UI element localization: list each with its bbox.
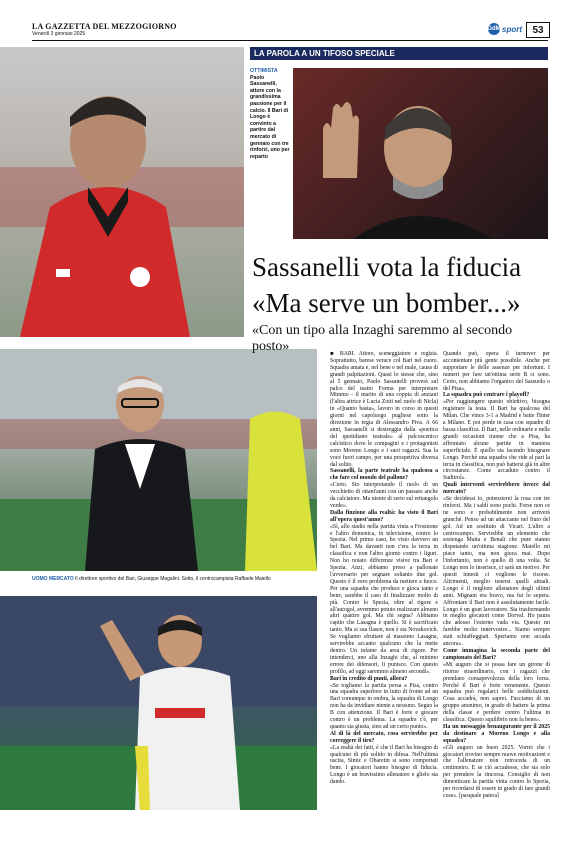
photo-caption bbox=[250, 68, 290, 160]
headline-line2: «Ma serve un bomber...» bbox=[252, 288, 521, 318]
headline-line1: Sassanelli vota la fiducia bbox=[252, 252, 522, 282]
interview-question: La squadra può centrare i playoff? bbox=[443, 392, 530, 399]
article-column-1 bbox=[330, 351, 438, 786]
header-rule bbox=[32, 40, 548, 41]
sport-logo bbox=[488, 22, 522, 36]
article-paragraph: «Se togliamo la partita persa a Pisa, contro una squadra superiore in tutto di fronte ad un Bari comunque in ombra, la squadra di Longo non ha da invidiare niente a nessuno. Seguo la B con attenzione. Il Bari è forte e giocare contro è un problema. La squadra c'è, per quanto sia giusta, sino ad un certo punto». bbox=[330, 682, 438, 730]
article-paragraph: «Per raggiungere questo obiettivo, bisogna registrare la testa. Il Bari ha qualcosa del Milan. Che vince 3-1 a Madrid e batte l'Inter a Milano. E poi perde in casa con squadre di bassa classifica. Il Bari, nelle ordinarie e nelle grandi occasioni tranne che a Pisa, ha affrontato alcune partite in maniera superficiale. È quello sta facendo bisognare Longo. Perché una squadra che ride al pari la terza in classifica, non può battersi già in altre circostanze. Come accaduto contro il Sudtirol». bbox=[443, 399, 550, 482]
director-illustration bbox=[0, 349, 317, 571]
coach-photo bbox=[0, 47, 244, 337]
issue-date: Venerdì 3 gennaio 2025 bbox=[32, 31, 86, 37]
player-illustration bbox=[0, 596, 317, 810]
interview-question: Quali interventi servirebbero invece dal mercato? bbox=[443, 482, 550, 496]
caption-kicker: OTTIMISTA bbox=[250, 68, 278, 74]
article-paragraph: «Sì, allo stadio nella partita vinta a Frosinone e l'altro domenica, in televisione, contro lo Spezia. Nel primo caso, ho visto davvero un bel Bari. Ma davanti non c'era la terza in classifica e non l'altro giorno contro i liguri. Non ho notato differenze visive tra Bari e Spezia. Anzi, abbiamo preso a pallonate l'avversario per segnare soltanto due gol. Questo è il vero problema da mettere a fuoco. Per una squadra che produce e gioca tanto e bene, sarebbe il caso di finalizzare molto di più. Contro lo Spezia, oltre al rigore e all'autogol, avremmo potuto realizzare almeno altri quattro gol. Ma chi segna? Abbiamo capito che Lasagna è quello. Si è sacrificato tanto. Ma si sua flasen, non è sta Novakovich. Se vogliamo sfruttare al massimo Lasagna, servirebbe accanto qualcuno che la mette dentro. Un infame da area di rigore. Per intenderci, uno alla Inzaghi che, al minimo errore dei difensori, li punisce. Con questo profilo, ad oggi saremmo almeno secondi». bbox=[330, 523, 438, 675]
page-number: 53 bbox=[526, 22, 550, 38]
interview-question: Bari in credito di punti, allora? bbox=[330, 675, 408, 682]
interview-question: Sassanelli, la parte teatrale ha qualcosa a che fare col mondo del pallone? bbox=[330, 468, 438, 482]
article-paragraph: ■ BARI. Attore, sceneggiatore e regista. Soprattutto, barese verace col Bari nel cuore. Squadra amata e, nel bene e nel male, causa di grandi palpitazioni. Quasi lo stesse che, sino al 5 gennaio, Paolo Sassanelli proverà sul palco del teatro Forma per interpretare Mimmo - il marito di una coppia di anziani (l'altra attrice è Lucia Zotti nel ruolo di Nicla) in «Quanto basta», lavoro in corso in questi giorni nel capoluogo pugliese sotto la direzione in regia di Alessandro Piva. A 66 anni, Sassanelli si destreggia dalla «poetica del quotidiano teatrale» al palcoscenico calcistico dove le compagini e i protagonisti sono Moreno Longo e i suoi ragazzi. Sua la voce fuori campo, per una prospettiva diversa dal solito. bbox=[330, 351, 438, 468]
interview-question: Ha un messaggio benaugurante per il 2025 da destinare a Moreno Longo e alla squadra? bbox=[443, 723, 550, 744]
article-paragraph: «La realtà dei fatti, è che il Bari ha bisogno di qualcuno di più solido in difesa. Nell'ultima uscita, Simic e Obaretin si sono comportati bene. I giocatori hanno bisogno di fiducia. Longo è un bravissimo allenatore e glielo sta dando. bbox=[330, 744, 438, 786]
actor-illustration bbox=[293, 68, 548, 239]
section-banner: LA PAROLA A UN TIFOSO SPECIALE bbox=[250, 47, 548, 60]
actor-photo bbox=[293, 68, 548, 239]
interview-question: Al di là del mercato, cosa servirebbe per correggere il tiro? bbox=[330, 730, 438, 744]
caption-text: Paolo Sassanelli, attore con la grandissima passione per il calcio. Il Bari di Longo è convinto a partire dal mercato di gennaio con tre rinforzi, uno per reparto bbox=[250, 74, 290, 160]
coach-illustration bbox=[0, 47, 244, 337]
director-photo bbox=[0, 349, 317, 571]
article-paragraph: Quando può, opera il turnover per accontentare più gente possibile. Anche per supportare le delle assenze per infortuni. I numeri per fare un'ottima serie B ci sono. Certo, non abbiamo l'organico del Sassuolo o del Pisa». bbox=[443, 351, 550, 392]
interview-question: Dalla finzione alla realtà: ha visto il Bari all'opera quest'anno? bbox=[330, 509, 438, 523]
article-paragraph: «Gli auguro un buon 2025. Vorrei che i giocatori trovino sempre nuove motivazioni e che l'allenatore non retroceda di un centimetro. E se ciò accadesse, che sia solo per prendere la rincorsa. Consiglio di non dimenticare la partita vinta contro lo Spezia, per ricordarsi di essere in grado di fare grandi cose». [pasquale patera] bbox=[443, 744, 550, 799]
mercato-caption-kicker: UOMO MERCATO bbox=[32, 576, 74, 582]
mercato-caption bbox=[32, 576, 332, 582]
interview-question: Come immagina la seconda parte del campionato del Bari? bbox=[443, 647, 550, 661]
headline-deck: «Con un tipo alla Inzaghi saremmo al secondo posto» bbox=[252, 323, 513, 354]
mercato-caption-text: Il direttore sportivo del Bari, Giuseppe Magalini. Sotto, il centrocampista Raffaele Maiello bbox=[75, 576, 271, 582]
player-photo bbox=[0, 596, 317, 810]
article-column-2 bbox=[443, 351, 550, 800]
article-paragraph: «Se decidessi io, potenzierei la rosa con tre rinforzi. Ma i saldi sono pochi. Forse non ce ne sono e probabilmente non arriverà granché. Penso ad un attaccante nel fiuto del gol. Ad un sostituto di Vicari. L'altro a centrocampo. Servirebbe un elemento che sostenga Maita e Benali che pure stanno disputando un'ottima stagione. Maiello mi piace tanto, ma non gioca mai. Dopo l'infortunio, non è quello di una volta. Se Longo non lo inserisce, ci sarà un motivo. Per questi innesti ci vogliono le risorse. Altrimenti, meglio tenersi quelli attuali. Longo è il migliore allenatore degli ultimi anni. Mignani era bravo, ma fui lo supera. Affrontare il Bari non è assolutamente facile. Longo è un gran lavoratore. Sta trasformando in meglio giocatori come Dorval. Ho paura che adesso l'esterno vada via. Questo mi farebbe molto innervosire... Siamo sempre stati schiaffeggiati. Speriamo non accada ancora». bbox=[443, 496, 550, 648]
sport-logo-icon: GdM bbox=[488, 23, 500, 35]
article-paragraph: «Mi auguro che si possa fare un girone di ritorno straordinario, con i ragazzi che prendano consapevolezza della loro forza. Perché il Bari è forte veramente. Questo squadra può regalarci belle soddisfazioni. Cosa accadrà, non saprei. Facciamo di un gruppo anonimo, in grado di battere la prima della classe e perdere contro l'ultima in classifica. Questo squilibrio non fa bene». bbox=[443, 661, 550, 724]
article-paragraph: «Certo. Sto interpretando il ruolo di un vecchietto di ottant'anni con un passato anche da calciatore. Ma niente di serio sul rettangolo verde». bbox=[330, 482, 438, 509]
masthead: LA GAZZETTA DEL MEZZOGIORNO bbox=[32, 22, 177, 31]
sport-logo-text: sport bbox=[502, 24, 522, 34]
